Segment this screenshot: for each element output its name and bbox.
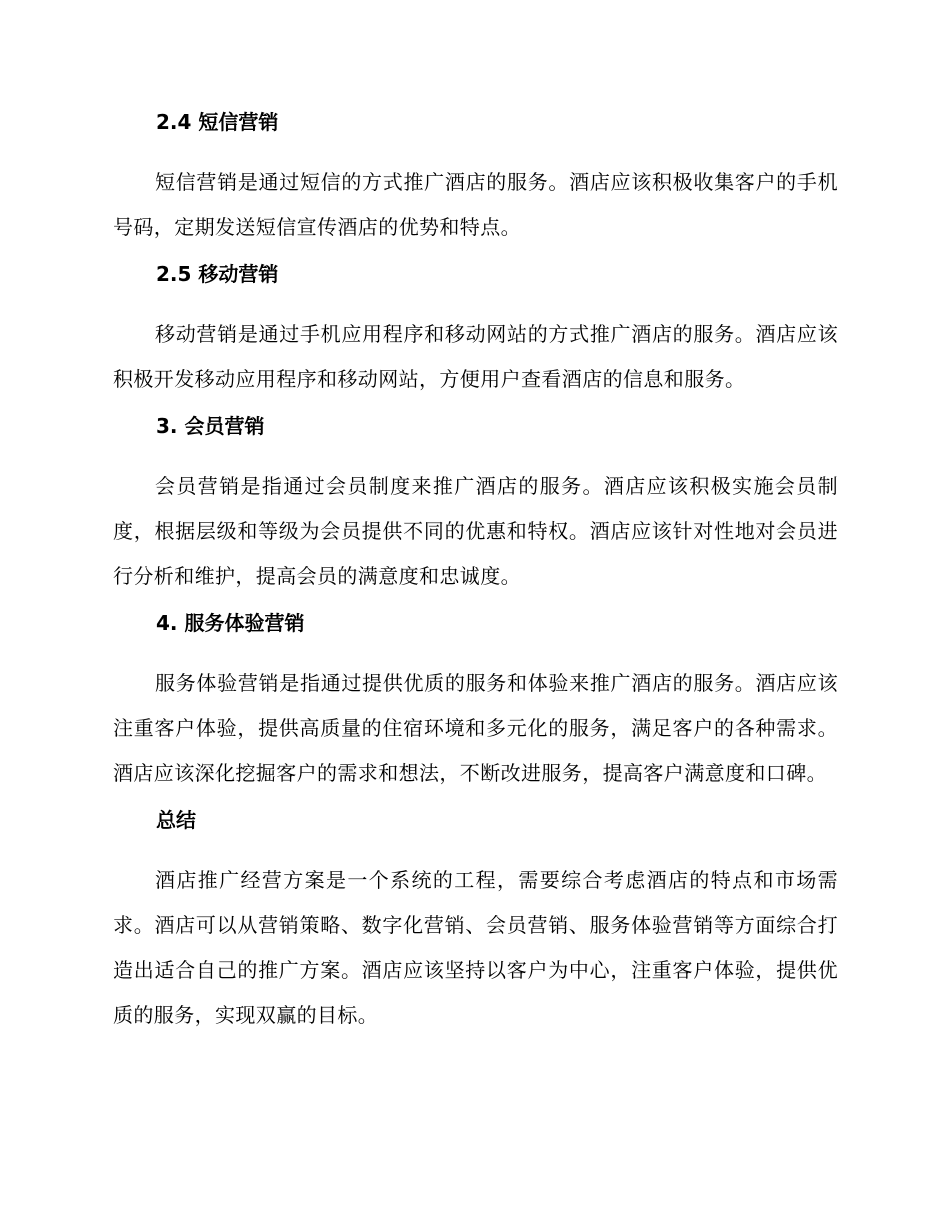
section-paragraph: 酒店推广经营方案是一个系统的工程，需要综合考虑酒店的特点和市场需求。酒店可以从营销策略、数字化营销、会员营销、服务体验营销等方面综合打造出适合自己的推广方案。酒店应该坚持以客户为中心，注重客户体验，提供优质的服务，实现双赢的目标。 bbox=[113, 868, 838, 1027]
section-service-experience-marketing bbox=[113, 609, 838, 806]
section-heading: 4. 服务体验营销 bbox=[156, 611, 305, 635]
section-heading: 2.4 短信营销 bbox=[156, 110, 279, 134]
section-sms-marketing bbox=[113, 108, 838, 260]
section-paragraph: 短信营销是通过短信的方式推广酒店的服务。酒店应该积极收集客户的手机号码，定期发送短信宣传酒店的优势和特点。 bbox=[113, 170, 838, 239]
section-mobile-marketing bbox=[113, 260, 838, 412]
section-heading: 3. 会员营销 bbox=[156, 414, 265, 438]
section-summary bbox=[113, 806, 838, 1038]
section-heading: 总结 bbox=[156, 808, 196, 832]
section-member-marketing bbox=[113, 412, 838, 609]
section-paragraph: 移动营销是通过手机应用程序和移动网站的方式推广酒店的服务。酒店应该积极开发移动应用程序和移动网站，方便用户查看酒店的信息和服务。 bbox=[113, 322, 838, 391]
section-paragraph: 服务体验营销是指通过提供优质的服务和体验来推广酒店的服务。酒店应该注重客户体验，提供高质量的住宿环境和多元化的服务，满足客户的各种需求。酒店应该深化挖掘客户的需求和想法，不断改进服务，提高客户满意度和口碑。 bbox=[113, 671, 838, 785]
section-heading: 2.5 移动营销 bbox=[156, 262, 279, 286]
section-paragraph: 会员营销是指通过会员制度来推广酒店的服务。酒店应该积极实施会员制度，根据层级和等级为会员提供不同的优惠和特权。酒店应该针对性地对会员进行分析和维护，提高会员的满意度和忠诚度。 bbox=[113, 474, 838, 588]
document-content bbox=[113, 108, 838, 1038]
